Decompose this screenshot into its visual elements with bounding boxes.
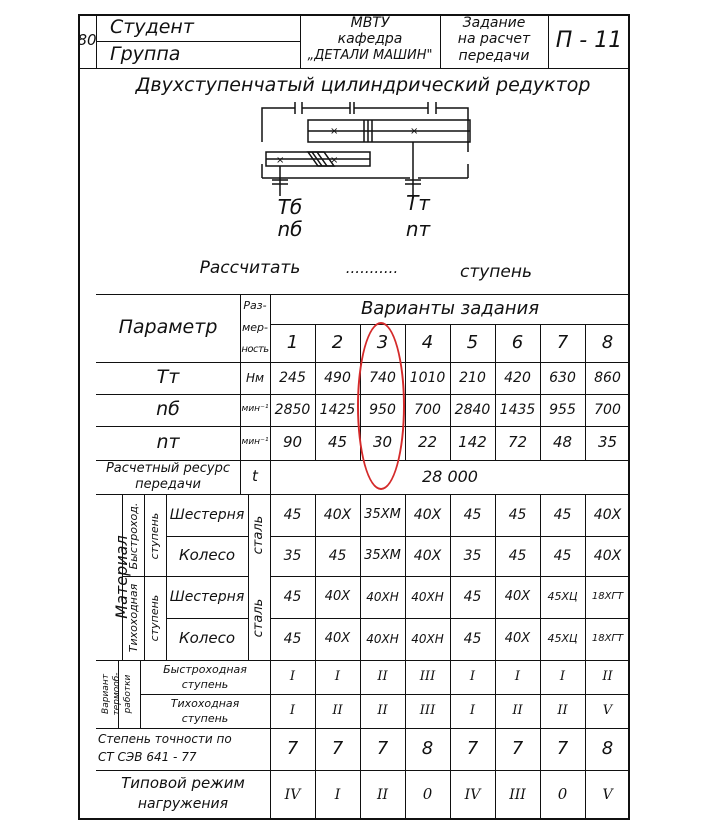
table-cell: II (377, 669, 388, 685)
input-speed-label: nб (277, 216, 303, 241)
slow-stage-label-line-1: Тихоходная (127, 583, 141, 653)
table-cell: 45ХЦ (547, 632, 578, 646)
gearbox-kinematic-diagram (250, 100, 480, 200)
table-cell: 72 (507, 433, 528, 452)
table-cell: 40Х (413, 547, 442, 564)
resource-label-line-1: Расчетный ресурс (105, 461, 231, 477)
table-cell: 740 (369, 369, 396, 386)
header-bottom-border (78, 68, 630, 69)
table-cell: 40Х (504, 631, 531, 647)
department-line-3: „ДЕТАЛИ МАШИН" (307, 48, 433, 64)
table-cell: 40Х (593, 506, 622, 523)
variant-number: 6 (511, 331, 524, 353)
table-cell: III (419, 703, 436, 719)
table-cell: 1010 (409, 369, 446, 386)
variant-3-highlight-circle (357, 322, 405, 490)
table-cell: 210 (459, 369, 486, 386)
table-cell: IV (284, 786, 301, 803)
table-cell: 40Х (324, 631, 351, 647)
param-header: Параметр (118, 316, 218, 339)
table-cell: I (289, 703, 296, 719)
heat-label-line-1: Вариант (101, 674, 112, 714)
table-cell: 45 (283, 588, 302, 605)
table-cell: 2840 (454, 401, 491, 418)
table-cell: 45 (328, 547, 347, 564)
table-cell: 45 (553, 506, 572, 523)
table-cell: 7 (511, 737, 524, 759)
table-cell: 35ХМ (364, 507, 401, 523)
slow-stage-label-line-2: ступень (148, 594, 162, 642)
table-cell: 40ХН (366, 589, 399, 604)
variant-number: 8 (601, 331, 614, 353)
table-cell: 7 (331, 737, 344, 759)
sheet-code-number: 80 (77, 31, 97, 50)
department-line-2: кафедра (337, 30, 403, 47)
table-cell: 490 (324, 369, 351, 386)
table-cell: 40Х (413, 506, 442, 523)
param-unit: Нм (245, 370, 265, 385)
variant-number: 2 (331, 331, 344, 353)
heat-fast-label-line-2: ступень (181, 677, 229, 691)
param-unit: мин⁻¹ (241, 437, 269, 448)
fast-stage-label-line-1: Быстроход. (127, 502, 141, 570)
table-cell: 700 (594, 401, 621, 418)
table-cell: 22 (417, 433, 438, 452)
table-cell: 2850 (274, 401, 311, 418)
table-cell: 1425 (319, 401, 356, 418)
table-cell: 18ХГТ (591, 632, 624, 644)
table-cell: 35 (463, 547, 482, 564)
table-cell: 40ХН (366, 631, 399, 646)
table-cell: 30 (372, 433, 393, 452)
wheel-label: Колесо (178, 629, 236, 648)
table-cell: 0 (557, 785, 568, 804)
table-cell: 45 (553, 547, 572, 564)
variant-number: 1 (286, 331, 299, 353)
page-title: Двухступенчатый цилиндрический редуктор (135, 74, 591, 97)
table-cell: 245 (279, 369, 306, 386)
table-cell: 40Х (324, 589, 351, 605)
department-line-1: МВТУ (350, 14, 390, 31)
sheet-code: П - 11 (555, 28, 623, 54)
table-cell: 35 (597, 433, 618, 452)
table-cell: II (602, 669, 613, 685)
table-cell: 45 (283, 506, 302, 523)
table-cell: II (512, 703, 523, 719)
task-line-2: на расчет (457, 30, 531, 47)
table-cell: 7 (376, 737, 389, 759)
table-cell: 90 (282, 433, 303, 452)
table-cell: 45 (463, 588, 482, 605)
table-cell: 0 (422, 785, 433, 804)
task-line-1: Задание (462, 14, 526, 31)
table-cell: I (469, 669, 476, 685)
table-cell: V (602, 703, 613, 719)
table-cell: II (332, 703, 343, 719)
param-label: nт (156, 431, 180, 454)
table-cell: IV (464, 786, 481, 803)
resource-value: 28 000 (422, 466, 478, 486)
table-cell: 40Х (504, 589, 531, 605)
table-cell: III (419, 669, 436, 685)
student-label: Студент (110, 15, 194, 38)
table-cell: 420 (504, 369, 531, 386)
table-cell: 8 (601, 737, 614, 759)
table-cell: 950 (369, 401, 396, 418)
table-cell: 40Х (593, 547, 622, 564)
table-cell: 7 (286, 737, 299, 759)
table-cell: 18ХГТ (591, 590, 624, 602)
variants-header: Варианты задания (360, 297, 540, 319)
table-cell: 142 (458, 433, 487, 452)
table-cell: 48 (552, 433, 573, 452)
group-label: Группа (110, 42, 181, 65)
gear-label: Шестерня (169, 588, 245, 605)
table-cell: 40ХН (411, 631, 444, 646)
accuracy-label-line-1: Степень точности по (98, 732, 232, 747)
variant-number: 3 (376, 331, 389, 353)
svg-text:×: × (330, 155, 339, 166)
table-cell: I (559, 669, 566, 685)
table-cell: 955 (549, 401, 576, 418)
calc-dots: ........... (345, 259, 399, 278)
table-cell: 45 (283, 630, 302, 647)
wheel-label: Колесо (178, 546, 236, 565)
table-cell: 45 (508, 506, 527, 523)
table-cell: I (334, 786, 341, 803)
gear-label: Шестерня (169, 506, 245, 523)
table-cell: I (334, 669, 341, 685)
table-cell: 40Х (323, 506, 352, 523)
table-cell: 7 (466, 737, 479, 759)
calc-prefix: Рассчитать (199, 258, 301, 279)
table-cell: I (514, 669, 521, 685)
dim-header-line-1: Раз- (243, 299, 267, 313)
output-speed-label: nт (405, 216, 431, 241)
table-cell: 45ХЦ (547, 590, 578, 604)
table-cell: 45 (463, 630, 482, 647)
table-cell: 35ХМ (364, 548, 401, 564)
table-cell: 700 (414, 401, 441, 418)
dim-header-line-3: ность (241, 343, 269, 355)
calc-suffix: ступень (459, 262, 533, 283)
resource-unit: t (252, 467, 258, 486)
table-cell: 7 (556, 737, 569, 759)
table-cell: 35 (283, 547, 302, 564)
heat-label-line-2: термооб- (112, 672, 123, 716)
table-cell: III (509, 786, 526, 803)
table-cell: 860 (594, 369, 621, 386)
table-cell: 8 (421, 737, 434, 759)
resource-label-line-2: передачи (135, 477, 201, 493)
dim-header-line-2: мер- (241, 321, 269, 335)
steel-label: сталь (251, 598, 267, 638)
variant-number: 7 (556, 331, 569, 353)
task-line-3: передачи (458, 47, 530, 64)
heat-fast-label-line-1: Быстроходная (163, 662, 247, 676)
table-cell: II (557, 703, 568, 719)
material-label: Материал (111, 535, 131, 619)
param-unit: мин⁻¹ (241, 404, 269, 415)
svg-text:×: × (276, 155, 285, 166)
heat-label-line-3: работки (123, 674, 134, 714)
param-label: Тт (156, 366, 180, 389)
output-torque-label: Тт (406, 190, 430, 215)
table-cell: I (469, 703, 476, 719)
param-label: nб (156, 398, 180, 421)
steel-label: сталь (251, 515, 267, 555)
accuracy-label-line-2: СТ СЭВ 641 - 77 (98, 750, 197, 765)
mode-label-line-2: нагружения (137, 795, 229, 812)
table-cell: 40ХН (411, 589, 444, 604)
variant-number: 5 (466, 331, 479, 353)
variant-number: 4 (421, 331, 434, 353)
table-cell: 45 (463, 506, 482, 523)
table-cell: 45 (508, 547, 527, 564)
heat-slow-label-line-2: ступень (181, 711, 229, 725)
fast-stage-label-line-2: ступень (148, 512, 162, 560)
heat-slow-label-line-1: Тихоходная (170, 696, 240, 710)
table-cell: II (376, 786, 389, 803)
table-cell: V (602, 786, 613, 803)
table-cell: 1435 (499, 401, 536, 418)
svg-text:×: × (330, 126, 339, 137)
table-cell: II (377, 703, 388, 719)
table-cell: 45 (327, 433, 348, 452)
mode-label-line-1: Типовой режим (121, 774, 245, 793)
table-cell: I (289, 669, 296, 685)
table-cell: 630 (549, 369, 576, 386)
svg-text:×: × (410, 126, 419, 137)
input-torque-label: Тб (277, 194, 303, 219)
